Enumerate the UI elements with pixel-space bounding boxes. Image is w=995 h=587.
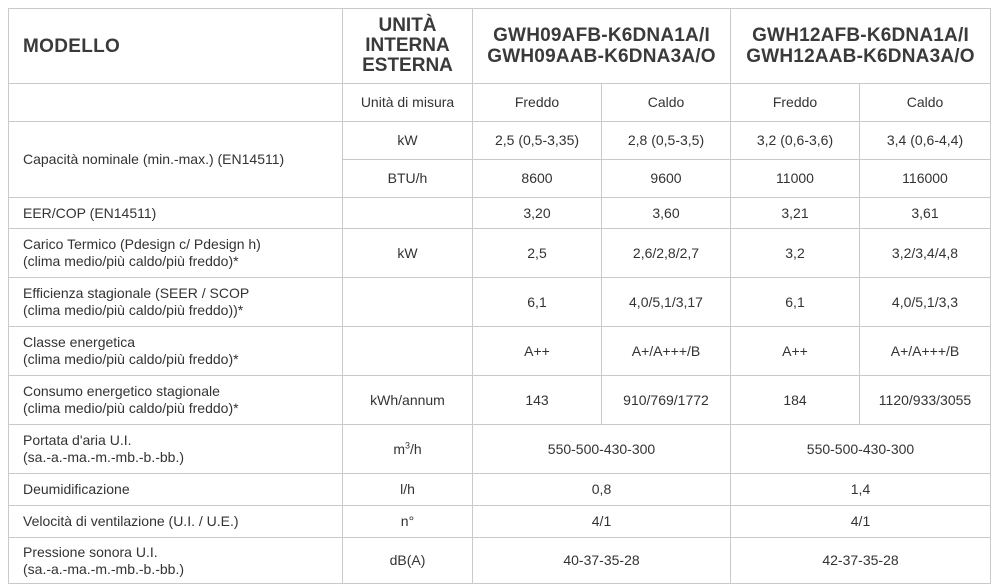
value-cell: 3,60 xyxy=(602,198,731,229)
value-cell: 8600 xyxy=(473,160,602,198)
unit-cell: BTU/h xyxy=(343,160,473,198)
row-label xyxy=(9,229,343,278)
table-row xyxy=(9,538,991,584)
row-label xyxy=(9,278,343,327)
value-cell: 2,8 (0,5-3,5) xyxy=(602,122,731,160)
unit-cell: l/h xyxy=(343,474,473,506)
row-label: Velocità di ventilazione (U.I. / U.E.) xyxy=(9,506,343,538)
table-row xyxy=(9,327,991,376)
table-row xyxy=(9,198,991,229)
row-label xyxy=(9,376,343,425)
unit-cell xyxy=(343,278,473,327)
table-row xyxy=(9,278,991,327)
row-label-line: (clima medio/più caldo/più freddo)* xyxy=(23,253,239,269)
value-cell: 40-37-35-28 xyxy=(473,538,731,584)
unit-header-line: INTERNA xyxy=(365,35,450,56)
a-heat-header: Caldo xyxy=(602,84,731,122)
model-a-indoor: GWH09AFB-K6DNA1A/I xyxy=(493,25,710,46)
table-row xyxy=(9,425,991,474)
row-label-line: Portata d'aria U.I. xyxy=(23,432,132,448)
row-label-line: Classe energetica xyxy=(23,334,136,350)
model-a-outdoor: GWH09AAB-K6DNA3A/O xyxy=(487,46,716,67)
value-cell: 4,0/5,1/3,3 xyxy=(860,278,991,327)
value-cell: 550-500-430-300 xyxy=(473,425,731,474)
value-cell: 6,1 xyxy=(473,278,602,327)
unit-cell: kW xyxy=(343,122,473,160)
row-label-line: Efficienza stagionale (SEER / SCOP xyxy=(23,285,250,301)
unit-type-header xyxy=(343,9,473,84)
value-cell: 2,5 xyxy=(473,229,602,278)
value-cell: 1,4 xyxy=(731,474,991,506)
unit-superscript: 3 xyxy=(404,439,410,450)
value-cell: 184 xyxy=(731,376,860,425)
unit-cell: kW xyxy=(343,229,473,278)
table-row xyxy=(9,474,991,506)
row-label-line: Consumo energetico stagionale xyxy=(23,383,220,399)
value-cell: 9600 xyxy=(602,160,731,198)
table-row xyxy=(9,376,991,425)
unit-measure-header: Unità di misura xyxy=(343,84,473,122)
unit-tail: /h xyxy=(410,440,422,457)
value-cell: A+/A+++/B xyxy=(860,327,991,376)
row-label-line: (clima medio/più caldo/più freddo)* xyxy=(23,351,239,367)
row-label: Capacità nominale (min.-max.) (EN14511) xyxy=(9,122,343,198)
value-cell: 4/1 xyxy=(473,506,731,538)
value-cell: A++ xyxy=(473,327,602,376)
value-cell: 550-500-430-300 xyxy=(731,425,991,474)
row-label-line: (clima medio/più caldo/più freddo))* xyxy=(23,302,244,318)
value-cell: 3,20 xyxy=(473,198,602,229)
value-cell: 3,2/3,4/4,8 xyxy=(860,229,991,278)
value-cell: 3,4 (0,6-4,4) xyxy=(860,122,991,160)
model-a-header xyxy=(473,9,731,84)
row-label: EER/COP (EN14511) xyxy=(9,198,343,229)
subheader-row xyxy=(9,84,991,122)
value-cell: 4,0/5,1/3,17 xyxy=(602,278,731,327)
empty-cell xyxy=(9,84,343,122)
unit-cell: kWh/annum xyxy=(343,376,473,425)
value-cell: 2,6/2,8/2,7 xyxy=(602,229,731,278)
value-cell: 4/1 xyxy=(731,506,991,538)
value-cell: 2,5 (0,5-3,35) xyxy=(473,122,602,160)
row-label-line: Carico Termico (Pdesign c/ Pdesign h) xyxy=(23,236,261,252)
row-label xyxy=(9,425,343,474)
unit-header-line: UNITÀ xyxy=(378,15,437,36)
unit-cell: n° xyxy=(343,506,473,538)
row-label xyxy=(9,327,343,376)
value-cell: 3,2 (0,6-3,6) xyxy=(731,122,860,160)
model-b-header xyxy=(731,9,991,84)
value-cell: A+/A+++/B xyxy=(602,327,731,376)
unit-base: m xyxy=(393,440,405,457)
unit-cell: dB(A) xyxy=(343,538,473,584)
model-b-indoor: GWH12AFB-K6DNA1A/I xyxy=(752,25,969,46)
value-cell: 3,61 xyxy=(860,198,991,229)
table-row xyxy=(9,506,991,538)
value-cell: 143 xyxy=(473,376,602,425)
value-cell: 3,21 xyxy=(731,198,860,229)
value-cell: A++ xyxy=(731,327,860,376)
row-label xyxy=(9,538,343,584)
row-label: Deumidificazione xyxy=(9,474,343,506)
value-cell: 3,2 xyxy=(731,229,860,278)
b-cool-header: Freddo xyxy=(731,84,860,122)
value-cell: 116000 xyxy=(860,160,991,198)
b-heat-header: Caldo xyxy=(860,84,991,122)
table-row xyxy=(9,229,991,278)
row-label-line: (clima medio/più caldo/più freddo)* xyxy=(23,400,239,416)
value-cell: 910/769/1772 xyxy=(602,376,731,425)
a-cool-header: Freddo xyxy=(473,84,602,122)
unit-cell xyxy=(343,327,473,376)
unit-cell xyxy=(343,425,473,474)
value-cell: 1120/933/3055 xyxy=(860,376,991,425)
value-cell: 6,1 xyxy=(731,278,860,327)
row-label-line: (sa.-a.-ma.-m.-mb.-b.-bb.) xyxy=(23,560,185,577)
row-label-line: (sa.-a.-ma.-m.-mb.-b.-bb.) xyxy=(23,449,185,465)
unit-header-line: ESTERNA xyxy=(362,55,453,76)
table-row xyxy=(9,122,991,160)
row-label-line: Pressione sonora U.I. xyxy=(23,543,158,560)
value-cell: 42-37-35-28 xyxy=(731,538,991,584)
model-b-outdoor: GWH12AAB-K6DNA3A/O xyxy=(746,46,975,67)
spec-table xyxy=(8,8,991,584)
value-cell: 11000 xyxy=(731,160,860,198)
model-header: MODELLO xyxy=(9,9,343,84)
header-row xyxy=(9,9,991,84)
unit-cell xyxy=(343,198,473,229)
value-cell: 0,8 xyxy=(473,474,731,506)
